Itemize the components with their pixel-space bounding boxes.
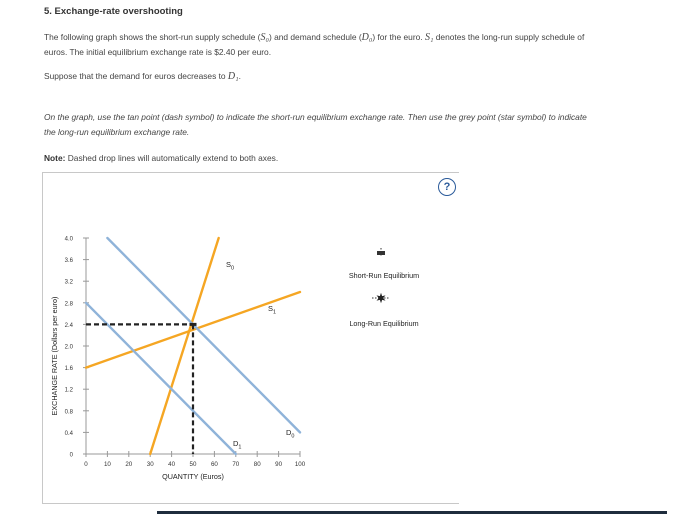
x-tick-label: 0 [84, 461, 88, 468]
label-s1: $S_1$ [268, 304, 277, 316]
y-axis-label: EXCHANGE RATE (Dollars per euro) [50, 296, 59, 416]
legend-long-run-label: Long-Run Equilibrium [349, 319, 419, 328]
y-tick-label: 3.6 [64, 258, 73, 265]
dash-tool-icon[interactable] [377, 251, 385, 255]
y-tick-label: 4.0 [64, 236, 73, 243]
s1-symbol: S₁ [424, 32, 434, 43]
x-tick-label: 10 [103, 461, 111, 468]
x-tick-label: 100 [294, 461, 306, 468]
label-s0: $S_0$ [226, 260, 235, 272]
x-tick-label: 30 [146, 461, 154, 468]
y-tick-label: 2.0 [64, 344, 73, 351]
x-tick-label: 90 [275, 461, 283, 468]
y-tick-label: 0 [69, 452, 73, 459]
y-tick-label: 0.4 [64, 430, 73, 437]
bottom-divider [157, 511, 667, 514]
legend-short-run-label: Short-Run Equilibrium [348, 271, 420, 280]
y-tick-label: 1.2 [64, 387, 73, 394]
y-tick-label: 3.2 [64, 279, 73, 286]
s0-symbol: S₀ [260, 32, 269, 43]
note-paragraph: Note: Dashed drop lines will automatically extend to both axes. [44, 153, 279, 163]
y-tick-label: 2.8 [64, 301, 73, 308]
x-tick-label: 50 [189, 461, 197, 468]
suppose-paragraph: Suppose that the demand for euros decreases to D₁. [44, 71, 241, 82]
x-tick-label: 20 [125, 461, 133, 468]
label-d1: $D_1$ [233, 439, 242, 451]
question-title: 5. Exchange-rate overshooting [44, 6, 183, 17]
y-tick-label: 1.6 [64, 366, 73, 373]
x-tick-label: 80 [253, 461, 261, 468]
curve-s0 [150, 238, 218, 454]
y-tick-label: 2.4 [64, 322, 73, 329]
intro-paragraph: The following graph shows the short-run supply schedule (S₀) and demand schedule (D₀) for the euro. S₁ denotes the long-run supply schedule of euros. The initial equilibrium exchange rate is $2.40 per euro. [44, 32, 585, 57]
initial-equilibrium-dash-point[interactable] [190, 323, 197, 326]
instruction-paragraph: On the graph, use the tan point (dash symbol) to indicate the short-run equilibrium exchange rate. Then use the grey point (star symbol) to indicate the long-run equilibrium exchange rate. [44, 112, 587, 137]
d1-symbol: D₁ [227, 71, 239, 82]
x-tick-label: 60 [210, 461, 218, 468]
legend [349, 248, 419, 328]
chart-area[interactable] [50, 237, 306, 482]
x-tick-label: 70 [232, 461, 240, 468]
label-d0: $D_0$ [286, 428, 295, 440]
curve-d0 [107, 238, 300, 432]
d0-symbol: D₀ [361, 32, 373, 43]
help-button[interactable]: ? [438, 178, 456, 196]
x-axis-label: QUANTITY (Euros) [162, 472, 224, 481]
y-tick-label: 0.8 [64, 409, 73, 416]
x-tick-label: 40 [168, 461, 176, 468]
